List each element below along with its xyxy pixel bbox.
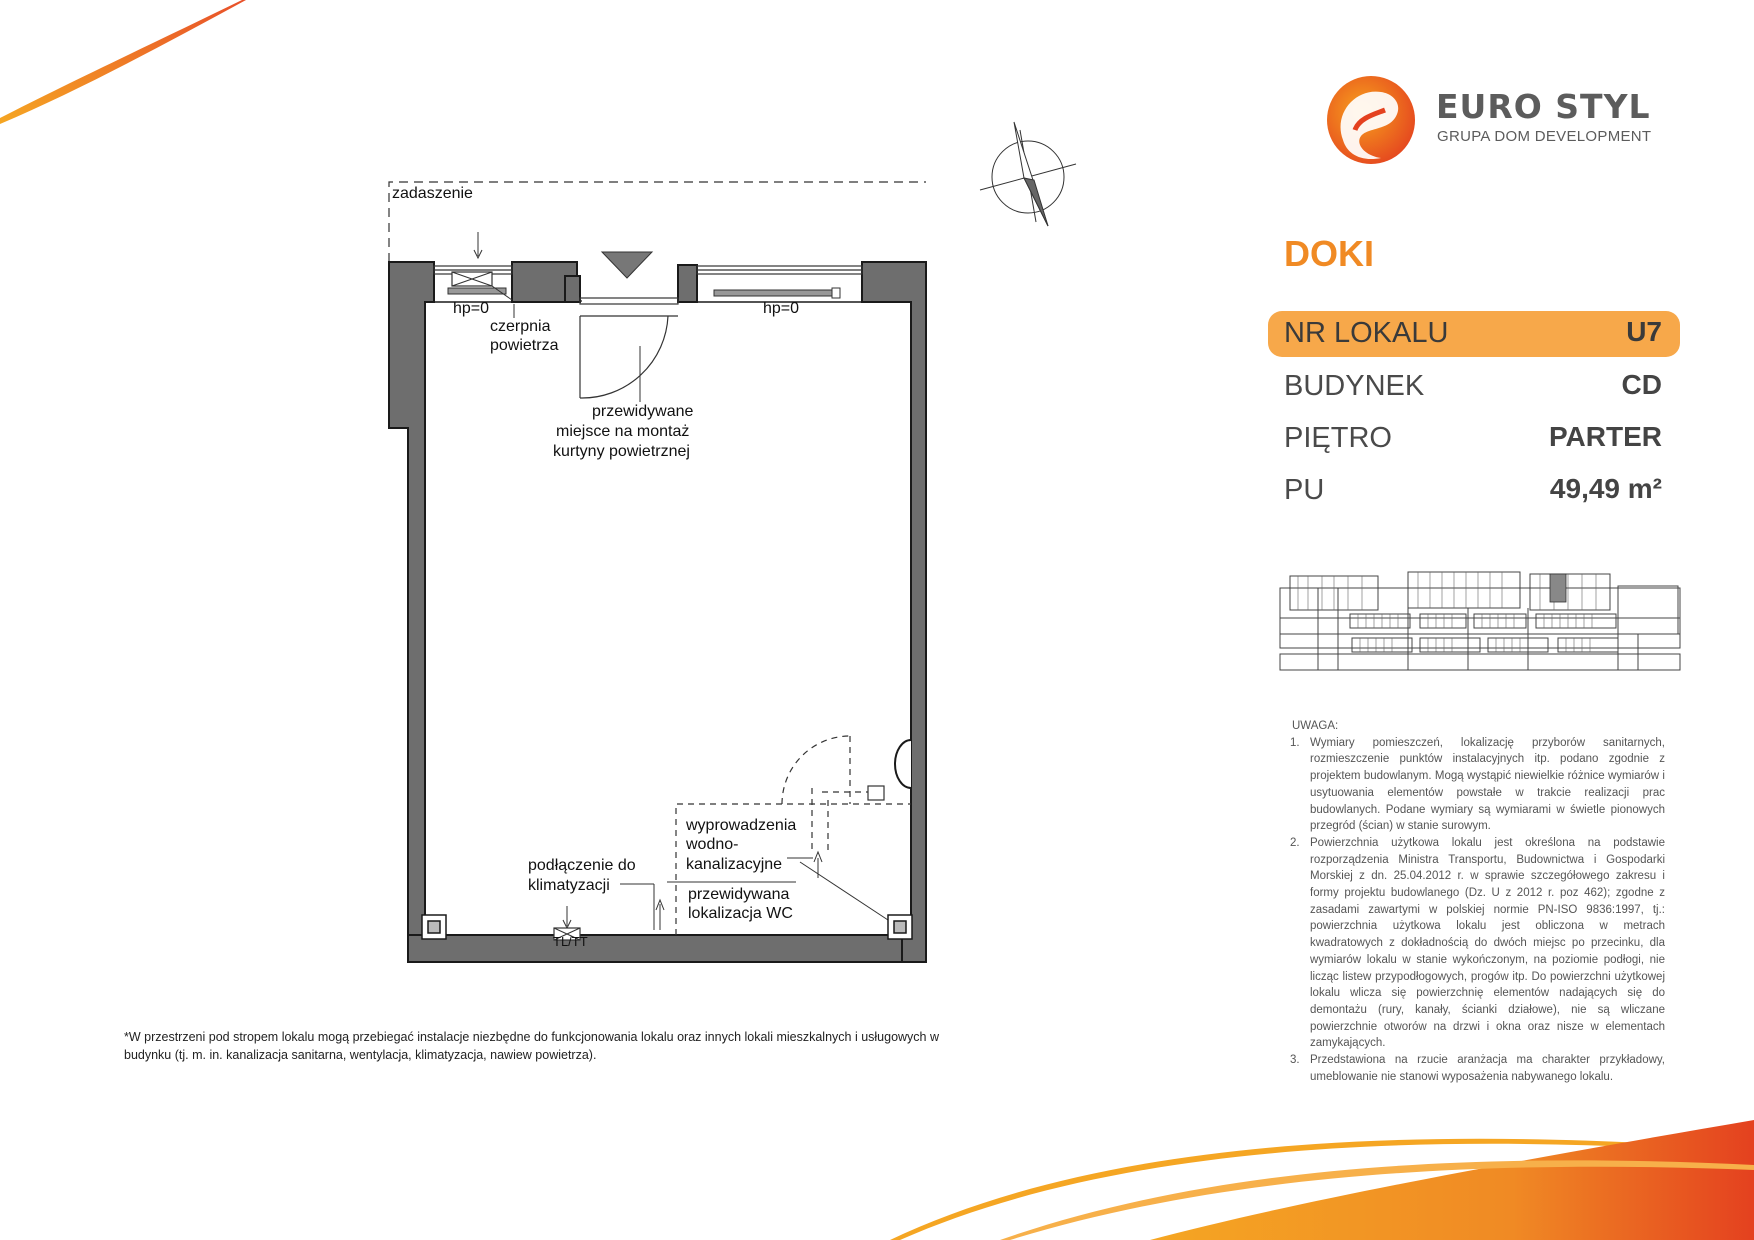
label-water-outlets-2: wodno-: [686, 836, 739, 853]
area-label: PU: [1284, 474, 1325, 506]
project-title: DOKI: [1284, 233, 1374, 274]
label-air-intake-1: czerpnia: [490, 318, 551, 335]
label-air-intake-2: powietrza: [490, 337, 559, 354]
floor-value: PARTER: [1548, 421, 1662, 452]
building-row: [1268, 364, 1680, 410]
right-niche: [895, 740, 911, 788]
notes-title: UWAGA:: [1292, 720, 1339, 732]
footnote: *W przestrzeni pod stropem lokalu mogą przebiegać instalacje niezbędne do funkcjonowania lokalu oraz innych lokali mieszkalnych i usługowych w budynku (tj. m. in. kanalizacja sanitarna, wentylacja, klimatyzacja, nawiew powietrza).: [124, 1030, 940, 1062]
label-unit-marker: TL/TT: [553, 934, 588, 949]
top-pier-center-right: [678, 265, 697, 302]
note-text: Wymiary pomieszczeń, lokalizację przyborów sanitarnych, rozmieszczenie punktów instalacyjnych itp. podano zgodnie z projektem budowlanym. Mogą wystąpić niewielkie różnice wymiarów i usytuowania elementów powstałe w trakcie realizacji prac budowlanych. Podane wymiary są wymiarami w świetle pionowych przegród (ścian) w stanie surowym.: [1310, 736, 1665, 833]
building-key-plan: [1278, 568, 1684, 674]
brand-name: EURO STYL: [1436, 87, 1651, 126]
water-connection: [868, 786, 884, 800]
note-number: 2.: [1290, 836, 1300, 849]
bottom-wall: [408, 935, 926, 962]
note-item: [1290, 1052, 1665, 1085]
right-wall: [862, 262, 926, 962]
note-text: Powierzchnia użytkowa lokalu jest określona na podstawie rozporządzenia Ministra Transportu, Budownictwa i Gospodarki Morskiej z dn. 25.04.2012 r. w sprawie szczegółowego zakresu i formy projektu budowlanego (Dz. U z 2012 r. poz 462); zgodne z zasadami zawartymi w polskiej normie PN-ISO 9836:1997, tj.: powierzchnia użytkowa lokalu jest obliczona w metrach kwadratowych z dokładnością do dwóch miejsc po przecinku, dla wymiarów lokalu w stanie wykończonym, na poziomie podłogi, nie licząc listew przypodłogowych, progów itp. Do powierzchni użytkowej lokalu wlicza się powierzchnię elementów nadających się do demontażu (rury, kanały, ścianki działowe), nie są wliczane powierzchnie otworów na drzwi i okna oraz nisze w elementach zamykających.: [1310, 836, 1665, 1050]
note-item: [1290, 735, 1665, 835]
building-label: BUDYNEK: [1284, 370, 1425, 402]
top-pier-door-left: [565, 276, 580, 302]
brand-tagline: GRUPA DOM DEVELOPMENT: [1437, 128, 1652, 145]
label-air-curtain-1: przewidywane: [592, 403, 694, 420]
label-ac-connection-2: klimatyzacji: [528, 877, 610, 894]
label-wc-location-1: przewidywana: [688, 886, 790, 903]
air-vent-right: [714, 290, 838, 296]
walls: [389, 262, 926, 962]
label-air-curtain-3: kurtyny powietrznej: [553, 443, 690, 460]
area-row: [1268, 468, 1680, 514]
note-number: 3.: [1290, 1054, 1300, 1067]
label-ac-connection-1: podłączenie do: [528, 857, 636, 874]
label-wc-location-2: lokalizacja WC: [688, 905, 793, 922]
entrance-marker: [602, 252, 652, 278]
floor-label: PIĘTRO: [1284, 422, 1392, 454]
key-plan-unit-highlight: [1550, 574, 1566, 602]
north-compass: [980, 122, 1076, 226]
label-canopy: zadaszenie: [392, 185, 473, 202]
entrance-door: [580, 316, 668, 398]
label-vent-height-right: hp=0: [763, 300, 800, 317]
unit-number-label: NR LOKALU: [1284, 317, 1449, 349]
note-text: Przedstawiona na rzucie aranżacja ma charakter przykładowy, umeblowanie nie stanowi wyposażenia nabywanego lokalu.: [1310, 1054, 1665, 1083]
label-water-outlets-1: wyprowadzenia: [686, 817, 797, 834]
notes-section: [1290, 718, 1665, 1085]
label-water-outlets-3: kanalizacyjne: [686, 856, 783, 873]
building-value: CD: [1621, 369, 1662, 400]
note-number: 1.: [1290, 736, 1300, 749]
unit-number-value: U7: [1626, 316, 1662, 347]
left-wall: [389, 262, 449, 962]
brand-logo-icon: [1325, 74, 1417, 166]
floor-row: [1268, 416, 1680, 462]
area-value: 49,49 m²: [1549, 473, 1662, 504]
note-item: [1290, 835, 1665, 1052]
unit-number-row: [1268, 311, 1680, 357]
label-vent-height-left: hp=0: [453, 300, 490, 317]
label-air-curtain-2: miejsce na montaż: [556, 423, 690, 440]
